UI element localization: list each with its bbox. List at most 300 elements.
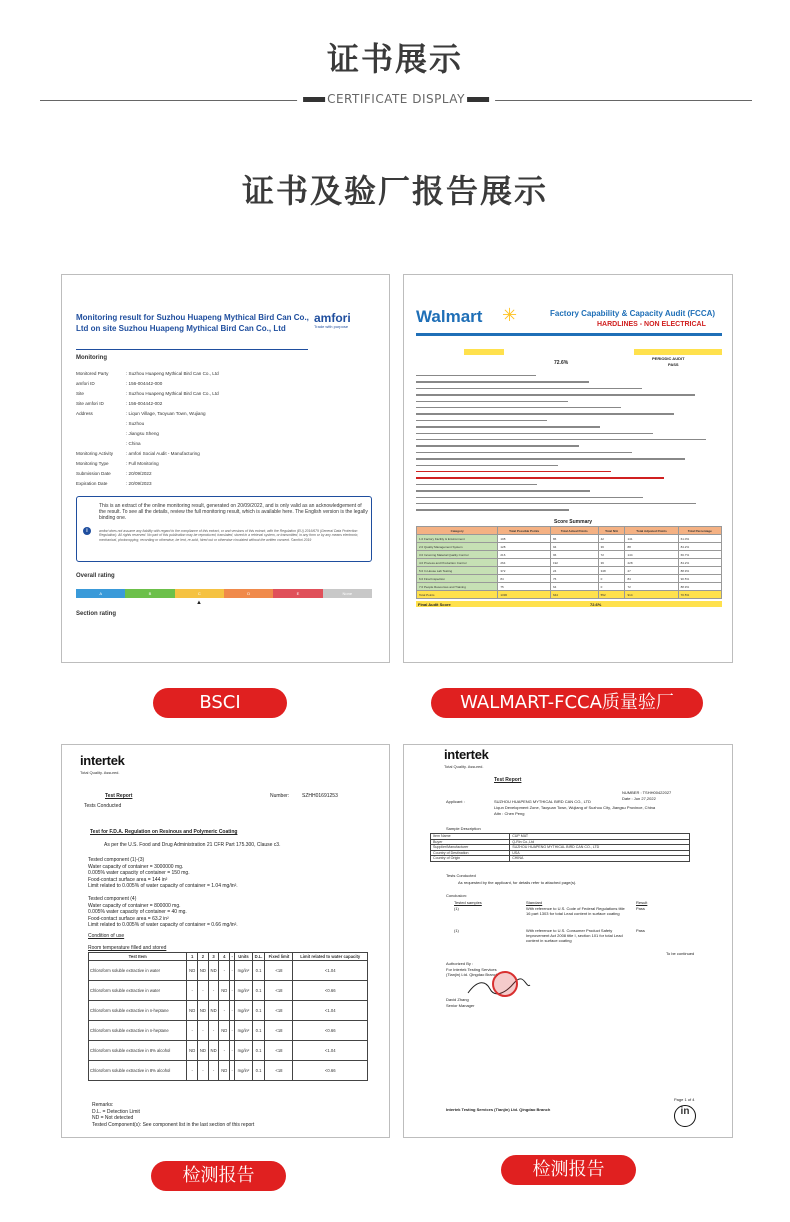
table-cell: <18 — [265, 1001, 293, 1021]
amfori-tagline: Trade with purpose — [314, 324, 349, 329]
table-cell: - — [198, 981, 209, 1001]
info-icon: i — [83, 527, 91, 535]
sample-description-label: Sample Description — [446, 826, 481, 831]
table-cell: 264 — [498, 559, 551, 567]
conclusion-cell: With reference to U.S. Code of Federal Regulations title 16 part 1303 for total Lead content in surface coating — [526, 906, 625, 916]
table-cell: 94 — [550, 543, 598, 551]
table-cell: 88.9% — [678, 583, 721, 591]
text-line: Tested Component(s): See component list in the last section of this report — [92, 1121, 255, 1128]
text-line: Attn : Chen Peng — [494, 811, 525, 816]
text-line: SUZHOU HUAPENG MYTHICAL BIRD CAN CO., LTD — [494, 799, 591, 804]
walmart-logo: Walmart — [416, 307, 483, 326]
table-cell: - — [230, 961, 235, 981]
table-cell: - — [230, 1061, 235, 1081]
walmart-fcca-label: WALMART-FCCA质量验厂 — [431, 688, 703, 718]
text-line — [416, 465, 558, 466]
table-row — [89, 961, 368, 981]
table-cell: 36 — [598, 559, 625, 567]
audit-result: PASS — [668, 362, 679, 367]
bsci-certificate-image — [61, 274, 390, 663]
table-cell: - — [230, 1021, 235, 1041]
table-cell: 24 — [550, 567, 598, 575]
monitoring-key: Expiration Date — [76, 481, 108, 486]
table-row — [417, 543, 722, 551]
overall-rating-heading: Overall rating — [76, 573, 115, 579]
rating-grade: None — [323, 589, 372, 598]
header-cell: Test Item — [89, 953, 187, 961]
monitoring-value: : 20/09/2023 — [126, 481, 152, 486]
table-cell: mg/in² — [235, 1061, 252, 1081]
header-cell: Total N/A — [598, 527, 625, 535]
table-cell: mg/in² — [235, 961, 252, 981]
text-line — [416, 484, 537, 485]
header-cell: Total Actual Points — [550, 527, 598, 535]
final-score-row — [416, 601, 722, 607]
table-row — [417, 591, 722, 599]
header-cell: Total Percentage — [678, 527, 721, 535]
table-row — [417, 535, 722, 543]
table-header-row — [89, 953, 368, 961]
text-line — [416, 497, 643, 498]
table-cell: 3.0 Incoming Material Quality Control — [417, 551, 498, 559]
table-header-row — [417, 527, 722, 535]
report-number: SZHH01691253 — [302, 793, 338, 799]
table-cell: - — [208, 981, 219, 1001]
monitoring-value: : amfori Social Audit - Manufacturing — [126, 451, 200, 456]
fcca-subtitle: HARDLINES - NON ELECTRICAL — [597, 321, 706, 328]
text-line: (Tianjin) Ltd. Qingdao Branch — [446, 972, 499, 977]
intertek-report-image-1 — [61, 744, 390, 1138]
table-cell: 2.0 Quality Management System — [417, 543, 498, 551]
header-cell: Category — [417, 527, 498, 535]
table-cell: USA — [510, 850, 690, 856]
table-cell: mg/in² — [235, 1041, 252, 1061]
text-line: 0.005% water capacity of container = 150 mg. — [88, 870, 190, 876]
table-cell: <18 — [265, 1021, 293, 1041]
table-cell: ND — [187, 961, 198, 981]
text-line — [416, 458, 685, 459]
monitoring-value: : 156-004442-000 — [126, 381, 163, 386]
table-cell: 0.1 — [252, 1001, 265, 1021]
table-cell: ND — [198, 1041, 209, 1061]
bsci-doc-title: Monitoring result for Suzhou Huapeng Mythical Bird Can Co., Ltd on site Suzhou Huapeng Mythical Bird Can Co., Ltd — [76, 313, 309, 333]
report-number: NUMBER : TSHH00422027 — [622, 790, 672, 795]
text-line: Limit related to 0.005% of water capacity of container = 1.04 mg/in². — [88, 883, 238, 889]
text-line — [416, 477, 664, 478]
audit-type: PERIODIC AUDIT — [652, 356, 685, 361]
text-line: D.L. = Detection Limit — [92, 1108, 140, 1115]
text-line: Liqun Development Zone, Taoyuan Town, Wujiang of Suzhou City, Jiangsu Province, China — [494, 805, 656, 810]
table-cell: <0.66 — [293, 1021, 368, 1041]
table-cell: 372 — [498, 567, 551, 575]
table-cell: - — [198, 1021, 209, 1041]
test-reference: As per the U.S. Food and Drug Administration 21 CFR Part 175.300, Clause c3. — [104, 842, 281, 848]
table-row — [89, 981, 368, 1001]
conclusion-header: Result — [636, 900, 648, 905]
table-cell: 644 — [550, 591, 598, 599]
table-cell: 88.9% — [678, 567, 721, 575]
table-cell: mg/in² — [235, 981, 252, 1001]
table-cell: 1.0 Factory Facility & Environment — [417, 535, 498, 543]
table-cell: - — [208, 1061, 219, 1081]
table-cell: Total Points — [417, 591, 498, 599]
table-cell: - — [187, 981, 198, 1001]
score-summary-table — [416, 526, 722, 599]
page-title: 证书展示 — [326, 40, 463, 78]
table-cell: ND — [208, 961, 219, 981]
table-cell: - — [230, 1041, 235, 1061]
monitoring-key: Monitored Party — [76, 371, 109, 376]
to-be-continued: To be continued — [666, 951, 695, 956]
monitoring-value: : 156-004442-002 — [126, 401, 163, 406]
title-rule — [76, 349, 308, 350]
highlight-box — [464, 349, 504, 355]
amfori-logo: amfori — [314, 311, 351, 325]
table-cell: 27 — [625, 567, 678, 575]
highlight-box — [634, 349, 722, 355]
table-cell: 914 — [625, 591, 678, 599]
text-line: 0.005% water capacity of container = 40 mg. — [88, 909, 187, 915]
table-cell: 36 — [598, 543, 625, 551]
conclusion-cell: (1) — [454, 928, 459, 933]
table-cell: 86 — [550, 535, 598, 543]
table-cell: Chloroform soluble extractive in water — [89, 961, 187, 981]
header-cell: Fixed limit — [265, 953, 293, 961]
table-cell: 96 — [550, 551, 598, 559]
table-cell: 192 — [550, 559, 598, 567]
text-line: Limit related to 0.005% of water capacity of container = 0.66 mg/in². — [88, 922, 238, 928]
text-line — [416, 401, 568, 402]
table-cell: 5.0 In House Lab Testing — [417, 567, 498, 575]
text-line — [416, 413, 674, 414]
table-cell: 66.7% — [678, 551, 721, 559]
fcca-title: Factory Capability & Capacity Audit (FCCA) — [550, 309, 716, 318]
table-row — [417, 559, 722, 567]
monitoring-value: : Jiangsu Sheng — [126, 431, 159, 436]
bsci-label: BSCI — [153, 688, 287, 718]
monitoring-heading: Monitoring — [76, 355, 107, 361]
table-cell: Chloroform soluble extractive in n-heptane — [89, 1001, 187, 1021]
table-cell: mg/in² — [235, 1021, 252, 1041]
monitoring-value: : 20/09/2022 — [126, 471, 152, 476]
walmart-spark-icon: ✳ — [502, 305, 518, 326]
intertek-tagline: Total Quality. Assured. — [80, 770, 120, 775]
table-cell: 0 — [598, 583, 625, 591]
intertek-logo: intertek — [444, 747, 489, 762]
text-line: Senior Manager — [446, 1002, 475, 1008]
conclusion-label: Conclusion: — [446, 893, 467, 898]
table-cell: ND — [187, 1001, 198, 1021]
walmart-fcca-image — [403, 274, 733, 663]
table-cell: ND — [198, 961, 209, 981]
table-cell: ND — [187, 1041, 198, 1061]
table-cell: 6.0 Final Inspection — [417, 575, 498, 583]
footer-company: Intertek Testing Services (Tianjin) Ltd. Qingdao Branch — [446, 1107, 551, 1112]
monitoring-value: : Liqun Village, Taoyuan Town, Wujiang — [126, 411, 206, 416]
subtitle-label: CERTIFICATE DISPLAY — [297, 92, 495, 106]
text-line — [416, 471, 611, 472]
text-line: ND = Not detected — [92, 1115, 134, 1121]
monitoring-value: : China — [126, 441, 141, 446]
table-cell: Chloroform soluble extractive in 8% alcohol — [89, 1061, 187, 1081]
page-number: Page 1 of 4 — [674, 1097, 695, 1102]
conclusion-cell: Pass — [636, 928, 645, 933]
table-cell: SUZHOU HUAPENG MYTHICAL BIRD CAN CO., LTD — [510, 845, 690, 851]
table-cell: 88 — [625, 543, 678, 551]
monitoring-row — [76, 381, 366, 386]
table-cell: 0.1 — [252, 1021, 265, 1041]
text-line — [416, 375, 536, 376]
table-cell: Chloroform soluble extractive in 8% alcohol — [89, 1041, 187, 1061]
header-cell: D.L. — [252, 953, 265, 961]
table-row — [89, 1001, 368, 1021]
monitoring-value: : Suzhou Huapeng Mythical Bird Can Co., Ltd — [126, 371, 219, 376]
monitoring-row — [76, 411, 366, 416]
table-cell: 348 — [598, 567, 625, 575]
table-cell: 128 — [498, 543, 551, 551]
score-summary-title: Score Summary — [554, 519, 593, 525]
table-row — [89, 1041, 368, 1061]
table-cell: mg/in² — [235, 1001, 252, 1021]
header-cell: 3 — [208, 953, 219, 961]
monitoring-row — [76, 431, 366, 436]
table-cell: - — [230, 981, 235, 1001]
rating-grade: E — [273, 589, 322, 598]
table-cell: Item Name — [431, 834, 510, 840]
text-line: David Zhang — [446, 997, 469, 1002]
test-report-label-1: 检测报告 — [151, 1161, 286, 1191]
header-cell: 2 — [198, 953, 209, 961]
table-cell: 84 — [625, 575, 678, 583]
table-cell: 72 — [625, 583, 678, 591]
table-cell: 72 — [598, 551, 625, 559]
conclusion-cell: Pass — [636, 906, 645, 911]
text-line: Authorized By : — [446, 961, 474, 966]
table-cell: ND — [219, 981, 230, 1001]
applicant-label: Applicant : — [446, 799, 465, 804]
intertek-report-image-2 — [403, 744, 733, 1138]
table-cell: 4.0 Process and Production Control — [417, 559, 498, 567]
monitoring-key: Monitoring Activity — [76, 451, 114, 456]
text-line — [416, 407, 621, 408]
final-score-value: 72.6% — [590, 602, 602, 607]
table-cell: Country of Origin — [431, 856, 510, 862]
monitoring-value: : Suzhou — [126, 421, 145, 426]
monitoring-row — [76, 441, 366, 446]
header-cell: Limit related to water capacity — [293, 953, 368, 961]
table-cell: - — [187, 1061, 198, 1081]
header-cell: 1 — [187, 953, 198, 961]
table-cell: <1.04 — [293, 1041, 368, 1061]
subtitle-row — [40, 92, 752, 110]
conclusion-cell: (1) — [454, 906, 459, 911]
table-cell: <18 — [265, 961, 293, 981]
text-line — [416, 439, 706, 440]
monitoring-key: Monitoring Type — [76, 461, 109, 466]
text-line — [416, 394, 695, 395]
table-cell: 64 — [550, 583, 598, 591]
table-cell: 0.1 — [252, 961, 265, 981]
table-cell: Country of Destination — [431, 850, 510, 856]
intertek-tagline: Total Quality. Assured. — [444, 764, 484, 769]
table-cell: ND — [219, 1021, 230, 1041]
text-line: Food-contact surface area = 144 in² — [88, 876, 168, 883]
tests-note: As requested by the applicant, for details refer to attached page(s). — [458, 880, 577, 885]
table-cell: 0.1 — [252, 981, 265, 1001]
table-row — [89, 1021, 368, 1041]
text-line — [416, 445, 579, 446]
intertek-logo: intertek — [80, 753, 125, 768]
table-cell: 144 — [625, 551, 678, 559]
text-line — [416, 426, 600, 427]
table-cell: ND — [208, 1001, 219, 1021]
text-line — [416, 420, 547, 421]
table-cell: - — [219, 1041, 230, 1061]
table-cell: 0 — [598, 575, 625, 583]
table-cell: - — [198, 1061, 209, 1081]
table-cell: Chloroform soluble extractive in water — [89, 981, 187, 1001]
sample-table — [430, 833, 690, 862]
text-line — [416, 490, 590, 491]
monitoring-key: Submission Date — [76, 471, 111, 476]
table-cell: 76 — [550, 575, 598, 583]
monitoring-row — [76, 421, 366, 426]
table-cell: 84.2% — [678, 543, 721, 551]
notice-box — [76, 496, 372, 562]
table-cell: 42 — [598, 535, 625, 543]
room-temperature-note: Room temperature filled and stored — [88, 945, 167, 951]
table-cell: ND — [198, 1001, 209, 1021]
header-cell: - — [231, 954, 233, 959]
notice-text: This is an extract of the online monitoring result, generated on 20/09/2022, and is only valid as an acknowledgement of the result. To see all the details, review the full monitoring result, which is available here. The English version is the legally binding one. — [99, 503, 368, 521]
company-seal — [492, 971, 518, 997]
test-report-label-2: 检测报告 — [501, 1155, 636, 1185]
table-cell: - — [208, 1021, 219, 1041]
section-heading: 证书及验厂报告展示 — [241, 172, 548, 210]
report-title: Test Report — [494, 777, 522, 783]
table-cell: - — [230, 1001, 235, 1021]
table-row — [417, 575, 722, 583]
table-cell: 75 — [498, 583, 551, 591]
results-table — [88, 952, 368, 1081]
report-date: Date : Jun 27,2022 — [622, 796, 656, 801]
monitoring-key: amfori ID — [76, 381, 95, 386]
header-cell: 4 — [219, 953, 230, 961]
tests-conducted: Tests Conducted — [446, 873, 476, 878]
monitoring-value: : Suzhou Huapeng Mythical Bird Can Co., Ltd — [126, 391, 219, 396]
table-cell: 7.0 People Resources and Training — [417, 583, 498, 591]
rating-grade: C — [175, 589, 224, 598]
rating-bar — [76, 589, 372, 598]
final-score-label: Final Audit Score — [418, 602, 451, 607]
table-cell: <0.66 — [293, 1061, 368, 1081]
header-cell: Total Possible Points — [498, 527, 551, 535]
table-cell: 141 — [625, 535, 678, 543]
test-item-title: Test for F.D.A. Regulation on Resinous and Polymeric Coating — [90, 829, 238, 835]
table-cell: <1.04 — [293, 961, 368, 981]
table-cell: - — [219, 1001, 230, 1021]
table-cell: 108 — [498, 535, 551, 543]
rating-grade: A — [76, 589, 125, 598]
table-cell: CUP MAT — [510, 834, 690, 840]
table-cell: 216 — [498, 551, 551, 559]
text-line — [416, 503, 696, 504]
intertek-mark-icon: in — [674, 1105, 696, 1127]
monitoring-key: Site amfori ID — [76, 401, 104, 406]
table-cell: CHINA — [510, 856, 690, 862]
table-cell: Q-Rin Co.,Ltd — [510, 839, 690, 845]
monitoring-key: Site — [76, 391, 84, 396]
report-title: Test Report — [105, 793, 133, 799]
table-cell: 228 — [625, 559, 678, 567]
table-cell: <18 — [265, 981, 293, 1001]
table-cell: 1336 — [498, 591, 551, 599]
text-line: Water capacity of container = 800000 mg. — [88, 902, 181, 909]
section-rating-heading: Section rating — [76, 611, 117, 617]
conclusion-cell: With reference to U.S. Consumer Product Safety Improvement Act 2008 title I, section 101 for total Lead content in surface coating — [526, 928, 623, 943]
table-cell: ND — [219, 1061, 230, 1081]
table-cell: 90.5% — [678, 575, 721, 583]
monitoring-row — [76, 401, 366, 406]
table-row — [417, 551, 722, 559]
table-cell: 70.5% — [678, 591, 721, 599]
condition-of-use: Condition of use — [88, 933, 125, 939]
table-cell: - — [219, 961, 230, 981]
table-cell: 84.2% — [678, 559, 721, 567]
monitoring-row — [76, 391, 366, 396]
notice-legal-text: amfori does not assume any liability with regard to the compliance of this extract, or and versions of this extract, with the Regulation (EU) 2016/679 (General Data Protection Regulation). All rights reserved. No part of this publication may be reproduced, translated, stored in a retrieval system, or transmitted, in any form or by any means electronic, mechanical, photocopying, recording or otherwise, be lent, re-sold, hired out or otherwise circulated without the written consent. ©amfori 2019 — [99, 529, 359, 542]
text-line — [416, 509, 569, 510]
table-cell: <0.66 — [293, 981, 368, 1001]
table-row — [417, 567, 722, 575]
table-cell: <1.04 — [293, 1001, 368, 1021]
table-cell: 84 — [498, 575, 551, 583]
table-cell: ND — [208, 1041, 219, 1061]
header-cell: Total Adjusted Points — [625, 527, 678, 535]
monitoring-row — [76, 461, 366, 466]
tests-conducted: Tests Conducted — [84, 803, 122, 809]
table-cell: 0.1 — [252, 1041, 265, 1061]
header-rule — [416, 333, 722, 336]
table-row — [417, 583, 722, 591]
monitoring-row — [76, 471, 366, 476]
text-line — [416, 381, 589, 382]
monitoring-key: Address — [76, 411, 93, 416]
text-line: Remarks: — [92, 1102, 114, 1108]
text-line: Tested component (4) — [88, 896, 137, 902]
table-cell: Supplier/Manufacturer — [431, 845, 510, 851]
table-cell: 552 — [598, 591, 625, 599]
conclusion-header: Tested samples — [454, 900, 482, 905]
text-line — [416, 388, 642, 389]
table-cell: 0.1 — [252, 1061, 265, 1081]
table-cell: - — [187, 1021, 198, 1041]
header-cell: Units — [235, 953, 252, 961]
conclusion-header: Standard — [526, 900, 543, 905]
monitoring-row — [76, 451, 366, 456]
monitoring-value: : Full Monitoring — [126, 461, 159, 466]
table-row — [89, 1061, 368, 1081]
text-line: For Intertek Testing Services — [446, 966, 497, 972]
table-cell: <18 — [265, 1061, 293, 1081]
monitoring-row — [76, 371, 366, 376]
table-cell: Buyer — [431, 839, 510, 845]
text-line — [416, 433, 653, 434]
table-cell: Chloroform soluble extractive in n-heptane — [89, 1021, 187, 1041]
text-line: Food-contact surface area = 63.2 in² — [88, 915, 169, 922]
text-line — [416, 452, 632, 453]
table-row — [431, 856, 690, 862]
